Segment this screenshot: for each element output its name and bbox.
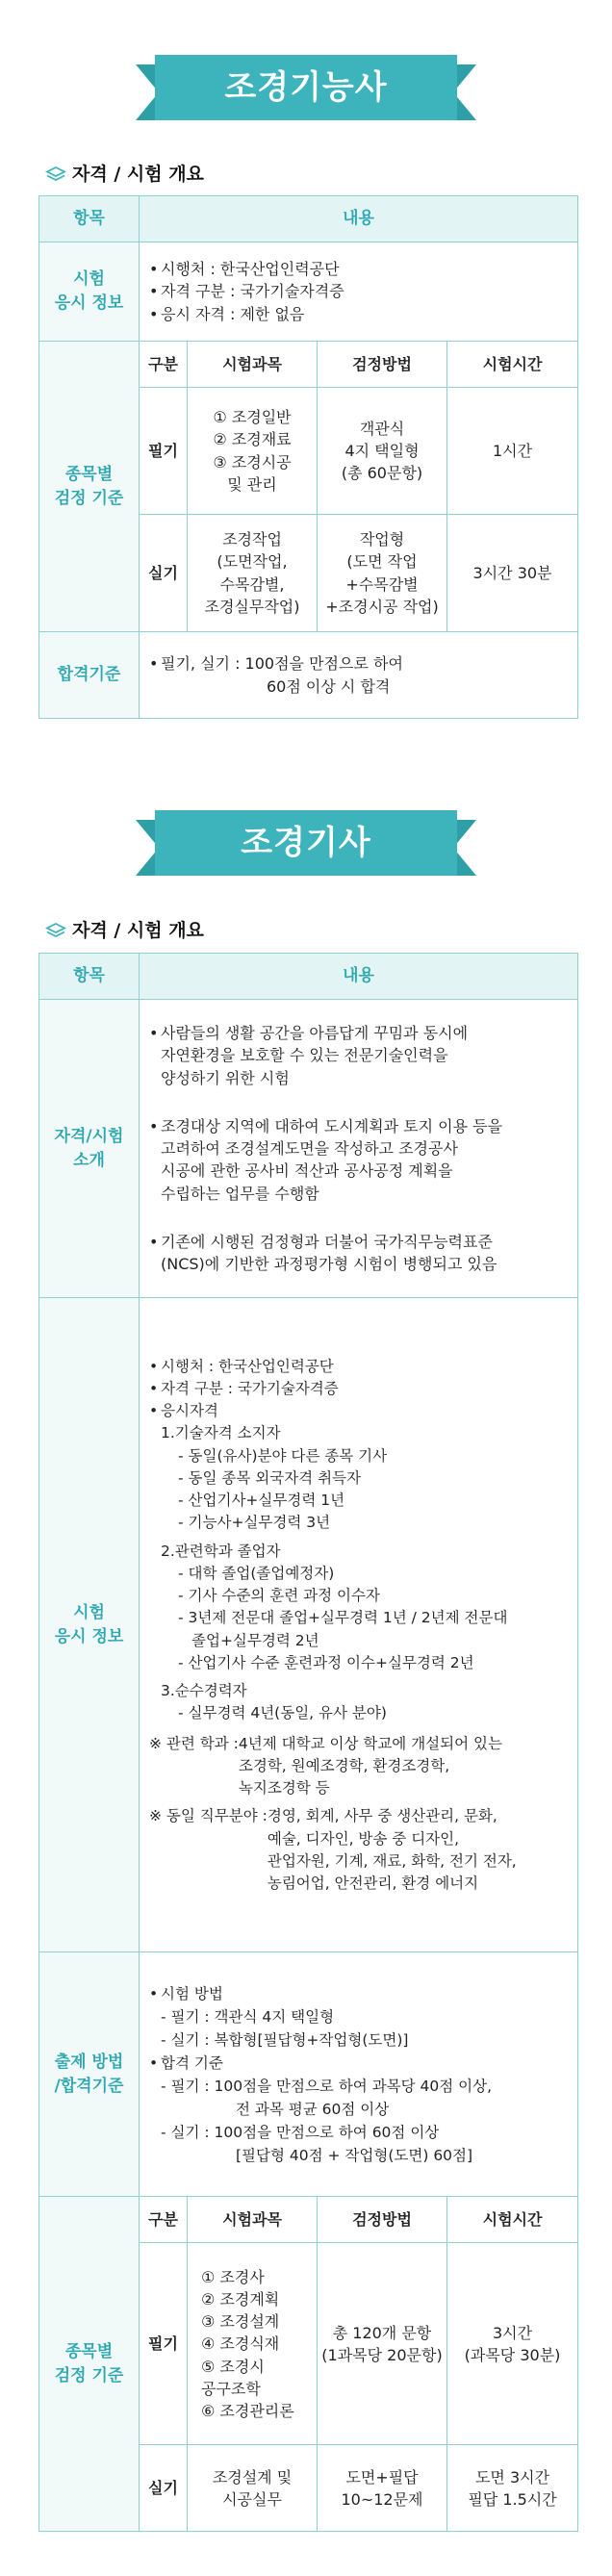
section-subtitle-1 [45,160,204,186]
criteria-list [149,2052,577,2075]
group-heading: 2.관련학과 졸업자 [161,1542,281,1560]
list-item: [필답형 40점 + 작업형(도면) 60점] [236,2146,473,2164]
list-item: • 시행처 : 한국산업인력공단 [149,258,577,280]
list-item: - 필기 : 객관식 4지 택일형 [161,2007,335,2026]
list-item: • 기존에 시행된 검정형과 더불어 국가직무능력표준 (NCS)에 기반한 과정평가형 시험이 병행되고 있음 [149,1231,577,1275]
row-label: 시험 응시 정보 [39,242,140,342]
list-item: • 시행처 : 한국산업인력공단 [149,1356,577,1378]
row-label: 출제 방법 /합격기준 [39,1952,140,2197]
pass-line: 60점 이상 시 합격 [267,676,391,696]
list-item: - 동일(유사)분야 다른 종목 기사 [178,1446,388,1465]
method-list [149,1982,577,2005]
time-cell: 1시간 [447,388,578,515]
note-job-field [149,1805,577,1895]
section-subtitle-2 [45,916,204,942]
subject-header-row [39,342,578,388]
list-item: - 실기 : 100점을 만점으로 하여 60점 이상 [161,2123,440,2141]
row-label: 자격/시험 소개 [39,1000,140,1298]
info-list [149,1356,577,1423]
list-item: - 실기 : 복합형[필답형+작업형(도면)] [161,2030,409,2049]
overview-table-2 [38,953,578,2532]
subjects-cell: 조경작업 (도면작업, 수목감별, 조경실무작업) [188,515,318,632]
subjects-cell: ① 조경사 ② 조경계획 ③ 조경설계 ④ 조경식재 ⑤ 조경시 공구조학 ⑥ 조경관리론 [188,2243,318,2445]
pass-list [149,652,577,697]
table-header [39,196,578,242]
group-heading: 3.순수경력자 [161,1682,247,1700]
note-key: ※ 동일 직무분야 : [149,1807,268,1825]
time-cell: 도면 3시간 필답 1.5시간 [447,2445,578,2532]
kind-cell: 실기 [140,2445,188,2532]
subtitle-text: 자격 / 시험 개요 [72,164,204,185]
note-value: 경영, 회계, 사무 중 생산관리, 문화, 예술, 디자인, 방송 중 디자인, 관업자원, 기계, 재료, 화학, 전기 전자, 농림어업, 안전관리, 환경 에너지 [267,1807,517,1893]
row-exam-info [39,1298,578,1952]
list-item: 전 과목 평균 60점 이상 [236,2100,390,2118]
list-item: • 응시 자격 : 제한 없음 [149,303,577,325]
layers-icon [45,922,66,939]
list-item: - 기사 수준의 훈련 과정 이수자 [178,1587,380,1605]
intro-list [149,1000,577,1297]
header-content: 내용 [140,196,578,242]
title-banner-1 [141,55,471,120]
time-cell: 3시간 (과목당 30분) [447,2243,578,2445]
row-exam-info [39,242,578,342]
method-cell: 총 120개 문항 (1과목당 20문항) [318,2243,447,2445]
list-item: • 사람들의 생활 공간을 아름답게 꾸밈과 동시에 자연환경을 보호할 수 있는 전문기술인력을 양성하기 위한 시험 [149,1022,577,1089]
header-content: 내용 [140,954,578,1000]
pass-line: 필기, 실기 : 100점을 만점으로 하여 [161,654,403,674]
list-item: 졸업+실무경력 2년 [191,1631,319,1649]
list-item [149,652,577,697]
col-kind: 구분 [140,2197,188,2243]
list-item: - 기능사+실무경력 3년 [178,1514,331,1532]
col-subjects: 시험과목 [188,342,318,388]
col-method: 검정방법 [318,342,447,388]
info-list [149,258,577,325]
note-value: 4년제 대학교 이상 학교에 개설되어 있는 조경학, 원예조경학, 환경조경학, 녹지조경학 등 [238,1734,502,1798]
row-label: 종목별 검정 기준 [39,342,140,632]
list-item: • 조경대상 지역에 대하여 도시계획과 토지 이용 등을 고려하여 조경설계도면을 작성하고 조경공사 시공에 관한 공사비 적산과 공사공정 계획을 수립하는 업무를 수행함 [149,1115,577,1205]
method-cell: 작업형 (도면 작업 +수목감별 +조경시공 작업) [318,515,447,632]
col-method: 검정방법 [318,2197,447,2243]
note-key: ※ 관련 학과 : [149,1734,239,1752]
row-label: 합격기준 [39,632,140,719]
time-cell: 3시간 30분 [447,515,578,632]
list-item: - 실무경력 4년(동일, 유사 분야) [178,1704,387,1722]
group-heading: 1.기술자격 소지자 [161,1424,281,1442]
list-item: • 시험 방법 [149,1982,577,2005]
method-cell: 도면+필답 10~12문제 [318,2445,447,2532]
title-banner-2 [141,810,471,876]
list-item: - 필기 : 100점을 만점으로 하여 과목당 40점 이상, [161,2077,493,2095]
overview-table-1 [38,195,578,719]
list-item: - 3년제 전문대 졸업+실무경력 1년 / 2년제 전문대 [178,1609,508,1627]
col-kind: 구분 [140,342,188,388]
layers-icon [45,166,66,183]
header-item: 항목 [39,954,140,1000]
kind-cell: 필기 [140,2243,188,2445]
row-intro [39,1000,578,1298]
subjects-cell: 조경설계 및 시공실무 [188,2445,318,2532]
table-header [39,954,578,1000]
row-label: 시험 응시 정보 [39,1298,140,1952]
kind-cell: 필기 [140,388,188,515]
list-item: - 산업기사 수준 훈련과정 이수+실무경력 2년 [178,1653,474,1671]
list-item: • 자격 구분 : 국가기술자격증 [149,1378,577,1400]
list-item: • 합격 기준 [149,2052,577,2075]
list-item: • 응시자격 [149,1400,577,1422]
subject-header-row [39,2197,578,2243]
col-time: 시험시간 [447,2197,578,2243]
list-item: - 동일 종목 외국자격 취득자 [178,1468,362,1487]
row-label: 종목별 검정 기준 [39,2197,140,2532]
list-item: - 산업기사+실무경력 1년 [178,1492,345,1510]
banner-title: 조경기능사 [155,55,457,120]
header-item: 항목 [39,196,140,242]
row-pass-criteria [39,632,578,719]
row-exam-method [39,1952,578,2197]
list-item: • 자격 구분 : 국가기술자격증 [149,280,577,302]
banner-title: 조경기사 [155,810,457,876]
col-subjects: 시험과목 [188,2197,318,2243]
col-time: 시험시간 [447,342,578,388]
kind-cell: 실기 [140,515,188,632]
list-item: - 대학 졸업(졸업예정자) [178,1564,335,1582]
subtitle-text: 자격 / 시험 개요 [72,920,204,941]
method-cell: 객관식 4지 택일형 (총 60문항) [318,388,447,515]
note-related-major [149,1733,577,1800]
subjects-cell: ① 조경일반 ② 조경재료 ③ 조경시공 및 관리 [188,388,318,515]
